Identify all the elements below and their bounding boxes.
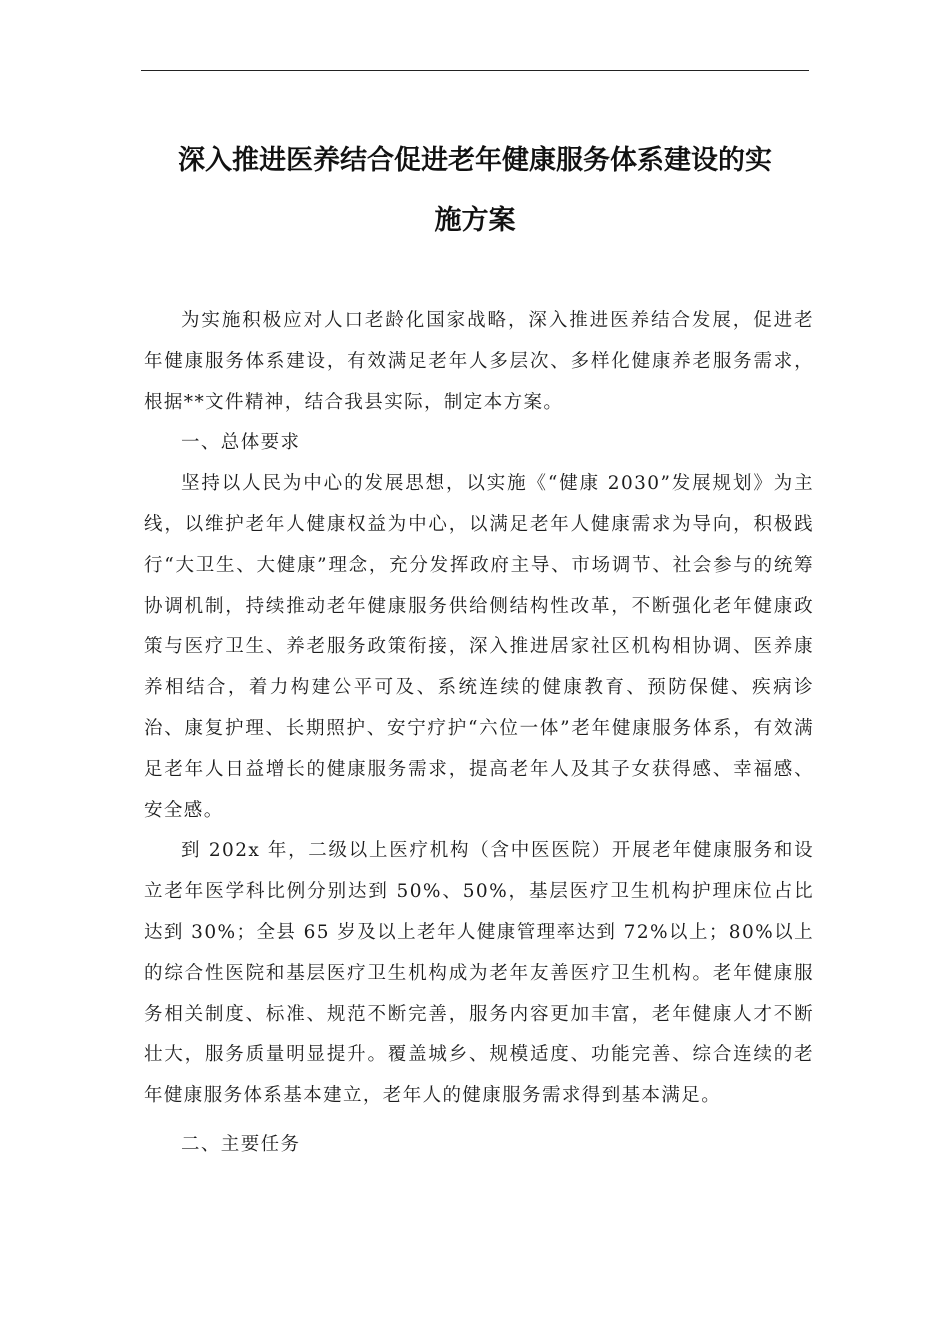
section-1-heading: 一、总体要求 (181, 432, 301, 454)
document-title-line-2: 施方案 (434, 205, 516, 236)
intro-paragraph: 为实施积极应对人口老龄化国家战略，深入推进医养结合发展，促进老年健康服务体系建设，有效满足老年人多层次、多样化健康养老服务需求，根据**文件精神，结合我县实际，制定本方案。 (144, 310, 814, 413)
section-1-paragraph-1: 坚持以人民为中心的发展思想，以实施《“健康 2030”发展规划》为主线，以维护老年人健康权益为中心，以满足老年人健康需求为导向，积极践行“大卫生、大健康”理念，充分发挥政府主导、市场调节、社会参与的统筹协调机制，持续推动老年健康服务供给侧结构性改革，不断强化老年健康政策与医疗卫生、养老服务政策衔接，深入推进居家社区机构相协调、医养康养相结合，着力构建公平可及、系统连续的健康教育、预防保健、疾病诊治、康复护理、长期照护、安宁疗护“六位一体”老年健康服务体系，有效满足老年人日益增长的健康服务需求，提高老年人及其子女获得感、幸福感、安全感。 (144, 473, 814, 821)
section-2-heading: 二、主要任务 (181, 1133, 301, 1155)
document-body (144, 301, 814, 1166)
document-title-line-1: 深入推进医养结合促进老年健康服务体系建设的实 (178, 145, 772, 176)
section-1-paragraph-2: 到 202x 年，二级以上医疗机构（含中医医院）开展老年健康服务和设立老年医学科比例分别达到 50%、50%，基层医疗卫生机构护理床位占比达到 30%；全县 65 岁及以上老年人健康管理率达到 72%以上；80%以上的综合性医院和基层医疗卫生机构成为老年友善医疗卫生机构。老年健康服务相关制度、标准、规范不断完善，服务内容更加丰富，老年健康人才不断壮大，服务质量明显提升。覆盖城乡、规模适度、功能完善、综合连续的老年健康服务体系基本建立，老年人的健康服务需求得到基本满足。 (144, 840, 814, 1107)
header-rule (141, 70, 809, 71)
